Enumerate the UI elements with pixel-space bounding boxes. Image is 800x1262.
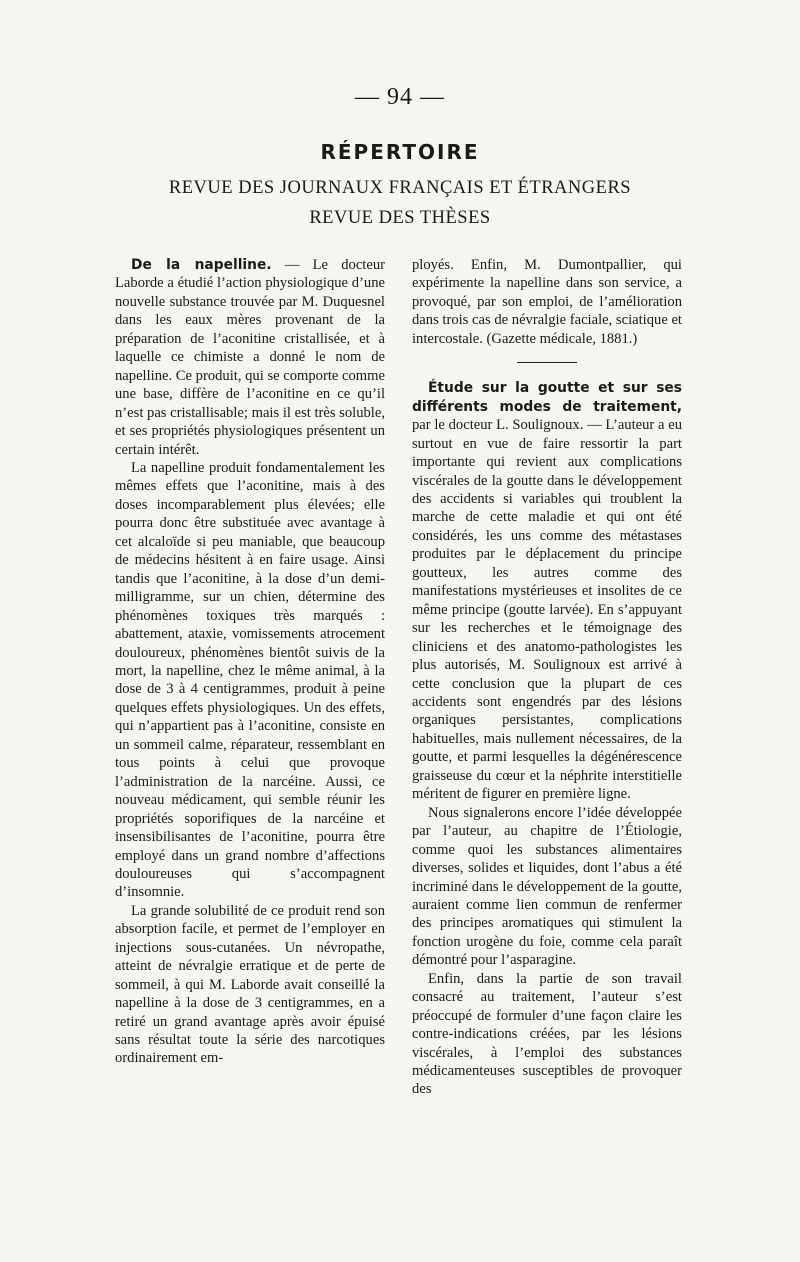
goutte-paragraph-2: Nous signalerons encore l’idée développée par l’auteur, au chapitre de l’Étiologie, comme quoi les substances alimentaires diverses, solides et liquides, dont l’abus a été incriminé dans le développement de la goutte, auraient comme lien commun de renfermer des principes aromatiques qui stimulent la fonction urogène du foie, comme cela paraît démontré pour l’asparagine. — [412, 804, 682, 969]
article-separator — [517, 362, 577, 363]
goutte-paragraph-1 — [412, 379, 682, 803]
goutte-paragraph-3: Enfin, dans la partie de son travail consacré au traitement, l’auteur s’est préoccupé de formuler d’une façon claire les contre-indications créées, par les lésions viscérales, à l’emploi des substances médicamenteuses susceptibles de provoquer des — [412, 970, 682, 1098]
page-number: — 94 — — [355, 84, 445, 110]
napelline-text-1: — Le docteur Laborde a étudié l’action physiologique d’une nouvelle substance trouvée par M. Duquesnel dans les eaux mères provenant de la préparation de l’aconitine cristallisée, et à laquelle ce chimiste a donné le nom de napelline. Ce produit, qui se comporte comme une base, diffère de l’aconitine en ce qu’il n’est pas cristallisable; mais il est très soluble, et ses propriétés physiologiques présentent un certain intérêt. — [115, 257, 385, 458]
article-title-napelline: De la napelline. — [131, 257, 272, 273]
section-title: RÉPERTOIRE — [320, 140, 480, 164]
subtitle-theses: REVUE DES THÈSES — [309, 208, 491, 228]
subtitle-journals: REVUE DES JOURNAUX FRANÇAIS ET ÉTRANGERS — [168, 178, 632, 198]
napelline-paragraph-3: La grande solubilité de ce produit rend son absorption facile, et permet de l’employer en injections sous-cutanées. Un névropathe, atteint de névralgie erratique et de perte de sommeil, à qui M. Laborde avait conseillé la napelline à la dose de 3 centigrammes, en a retiré un grand avantage après avoir épuisé sans résultat toute la série des narcotiques ordinairement em- — [115, 902, 385, 1067]
right-column — [412, 256, 682, 1099]
article-title-goutte: Étude sur la goutte et sur ses différents modes de traitement, — [412, 380, 682, 415]
left-column — [115, 256, 385, 1068]
goutte-text-1: par le docteur L. Soulignoux. — L’auteur a eu surtout en vue de faire ressortir la part importante qui revient aux complications viscérales de la goutte dans le développement des accidents si variables qui troublent la marche de cette maladie et qui ont été considérés, les uns comme des métastases produites par le déplacement du principe goutteux, les autres comme des manifestations mystérieuses et insolites de ce même principe (goutte larvée). En s’appuyant sur les recherches et le témoignage des cliniciens et des anatomo-pathologistes les plus autorisés, M. Soulignoux est arrivé à cette conclusion que la plupart de ces accidents sont engendrés par des lésions organiques persistantes, complications habituelles, mais nullement nécessaires, de la goutte, et parmi lesquelles la dégénérescence graisseuse du cœur et la néphrite interstitielle méritent de figurer en première ligne. — [412, 417, 682, 803]
napelline-paragraph-1 — [115, 256, 385, 459]
napelline-paragraph-2: La napelline produit fondamentalement les mêmes effets que l’aconitine, mais à des doses incomparablement plus élevées; elle pourra donc être substituée avec avantage à cet alcaloïde si peu maniable, que beaucoup de médecins hésitent à en faire usage. Ainsi tandis que l’aconitine, à la dose d’un demi-milligramme, sur un chien, détermine des phénomènes toxiques très marqués : abattement, ataxie, vomissements atrocement douloureux, phénomènes bientôt suivis de la mort, la napelline, chez le même animal, à la dose de 3 à 4 centigrammes, produit à peine quelques effets physiologiques. Un des effets, qui n’appartient pas à l’aconitine, consiste en un sommeil calme, réparateur, ressemblant en tous points à celui que provoque l’administration de la narcéine. Aussi, ce nouveau médicament, qui semble réunir les propriétés soporifiques de la narcéine et insensibilisantes de l’aconitine, pourra être employé dans un grand nombre d’affections douloureuses qui s’accompagnent d’insomnie. — [115, 459, 385, 901]
napelline-paragraph-continued: ployés. Enfin, M. Dumontpallier, qui expérimente la napelline dans son service, a provoqué, par son emploi, de l’amélioration dans trois cas de névralgie faciale, sciatique et intercostale. (Gazette médicale, 1881.) — [412, 257, 682, 347]
